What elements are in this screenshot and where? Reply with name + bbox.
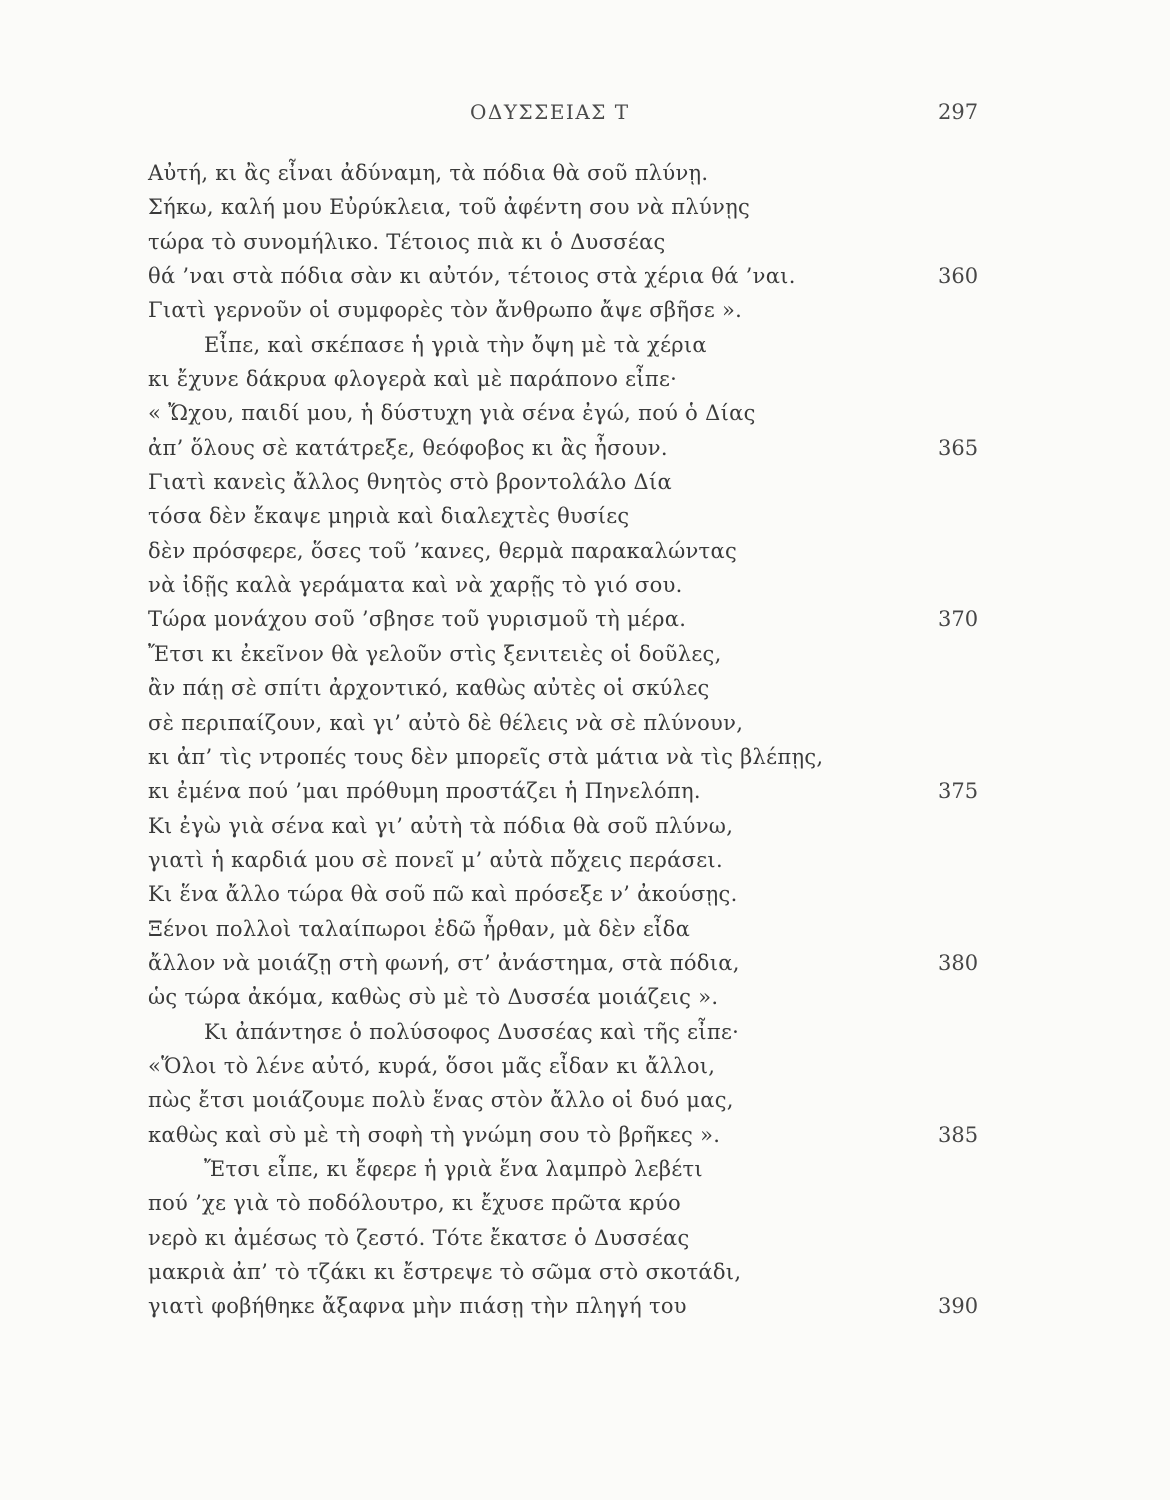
- verse-line: [148, 259, 988, 293]
- verse-line: [148, 1221, 988, 1255]
- verse-text: θά ’ναι στὰ πόδια σὰν κι αὐτόν, τέτοιος στὰ χέρια θά ’ναι.: [148, 264, 796, 289]
- verse-line: [148, 362, 988, 396]
- line-number: 380: [938, 950, 979, 975]
- verse-text: γιατὶ φοβήθηκε ἄξαφνα μὴν πιάσῃ τὴν πληγή του: [148, 1294, 687, 1319]
- verse-line: [148, 1118, 988, 1152]
- verse-line: [148, 637, 988, 671]
- verse-text: «Ὅλοι τὸ λένε αὐτό, κυρά, ὅσοι μᾶς εἶδαν κι ἄλλοι,: [148, 1053, 716, 1078]
- verse-text: κι ἔχυνε δάκρυα φλογερὰ καὶ μὲ παράπονο εἶπε·: [148, 367, 678, 392]
- verse-text: πὼς ἔτσι μοιάζουμε πολὺ ἕνας στὸν ἄλλο οἱ δυό μας,: [148, 1088, 734, 1113]
- verse-text: « Ὤχου, παιδί μου, ἡ δύστυχη γιὰ σένα ἐγώ, πού ὁ Δίας: [148, 401, 756, 426]
- verse-line: [148, 877, 988, 911]
- running-title: ΟΔΥΣΣΕΙΑΣ Τ: [470, 100, 630, 124]
- verse-text: ἀπ’ ὅλους σὲ κατάτρεξε, θεόφοβος κι ἂς ἦσουν.: [148, 435, 668, 460]
- verse-text: νὰ ἰδῇς καλὰ γεράματα καὶ νὰ χαρῇς τὸ γιό σου.: [148, 573, 683, 598]
- verse-text: Αὐτή, κι ἂς εἶναι ἀδύναμη, τὰ πόδια θὰ σοῦ πλύνῃ.: [148, 161, 709, 185]
- verse-line: [148, 671, 988, 705]
- verse-text: μακριὰ ἀπ’ τὸ τζάκι κι ἔστρεψε τὸ σῶμα στὸ σκοτάδι,: [148, 1260, 742, 1284]
- verse-line: [148, 980, 988, 1014]
- verse-text: κι ἀπ’ τὶς ντροπές τους δὲν μπορεῖς στὰ μάτια νὰ τὶς βλέπῃς,: [148, 744, 824, 769]
- verse-text: πού ’χε γιὰ τὸ ποδόλουτρο, κι ἔχυσε πρῶτα κρύο: [148, 1191, 681, 1216]
- poem-text: [148, 156, 988, 1324]
- line-number: 360: [938, 264, 979, 289]
- line-number: 390: [938, 1294, 979, 1319]
- verse-text: ὡς τώρα ἀκόμα, καθὼς σὺ μὲ τὸ Δυσσέα μοιάζεις ».: [148, 985, 719, 1010]
- verse-text: τώρα τὸ συνομήλικο. Τέτοιος πιὰ κι ὁ Δυσσέας: [148, 229, 666, 254]
- verse-text: Κι ἕνα ἄλλο τώρα θὰ σοῦ πῶ καὶ πρόσεξε ν’ ἀκούσῃς.: [148, 882, 738, 907]
- verse-text: ἂν πάῃ σὲ σπίτι ἀρχοντικό, καθὼς αὐτὲς οἱ σκύλες: [148, 676, 710, 701]
- verse-line: [148, 1015, 988, 1049]
- verse-line: [148, 190, 988, 224]
- verse-text: τόσα δὲν ἔκαψε μηριὰ καὶ διαλεχτὲς θυσίες: [148, 504, 630, 529]
- verse-line: [148, 946, 988, 980]
- verse-line: [148, 293, 988, 327]
- verse-line: [148, 912, 988, 946]
- verse-text: γιατὶ ἡ καρδιά μου σὲ πονεῖ μ’ αὐτὰ πὄχεις περάσει.: [148, 847, 723, 872]
- line-number: 375: [938, 779, 979, 804]
- verse-text: Σήκω, καλή μου Εὐρύκλεια, τοῦ ἀφέντη σου νὰ πλύνῃς: [148, 195, 751, 220]
- line-number: 365: [938, 435, 979, 460]
- verse-text: κι ἐμένα πού ’μαι πρόθυμη προστάζει ἡ Πηνελόπη.: [148, 779, 701, 804]
- verse-line: [148, 328, 988, 362]
- verse-line: [148, 602, 988, 636]
- verse-line: [148, 396, 988, 430]
- verse-line: [148, 843, 988, 877]
- verse-text: Γιατὶ κανεὶς ἄλλος θνητὸς στὸ βροντολάλο Δία: [148, 470, 673, 495]
- verse-line: [148, 465, 988, 499]
- verse-line: [148, 740, 988, 774]
- verse-text: Γιατὶ γερνοῦν οἱ συμφορὲς τὸν ἄνθρωπο ἄψε σβῆσε ».: [148, 298, 743, 323]
- verse-text: Εἶπε, καὶ σκέπασε ἡ γριὰ τὴν ὄψη μὲ τὰ χέρια: [204, 332, 707, 357]
- verse-text: σὲ περιπαίζουν, καὶ γι’ αὐτὸ δὲ θέλεις νὰ σὲ πλύνουν,: [148, 710, 744, 735]
- verse-line: [148, 1152, 988, 1186]
- verse-text: Ξένοι πολλοὶ ταλαίπωροι ἐδῶ ἦρθαν, μὰ δὲν εἶδα: [148, 916, 691, 941]
- verse-line: [148, 499, 988, 533]
- verse-line: [148, 774, 988, 808]
- verse-line: [148, 156, 988, 190]
- verse-text: ἄλλον νὰ μοιάζῃ στὴ φωνή, στ’ ἀνάστημα, στὰ πόδια,: [148, 950, 740, 975]
- verse-text: Κι ἀπάντησε ὁ πολύσοφος Δυσσέας καὶ τῆς εἶπε·: [204, 1019, 740, 1044]
- running-head: [0, 100, 1170, 130]
- verse-line: [148, 1049, 988, 1083]
- verse-text: Κι ἐγὼ γιὰ σένα καὶ γι’ αὐτὴ τὰ πόδια θὰ σοῦ πλύνω,: [148, 813, 734, 838]
- verse-text: καθὼς καὶ σὺ μὲ τὴ σοφὴ τὴ γνώμη σου τὸ βρῆκες ».: [148, 1122, 721, 1147]
- verse-line: [148, 568, 988, 602]
- verse-line: [148, 1289, 988, 1323]
- verse-line: [148, 225, 988, 259]
- page-number: 297: [938, 100, 979, 124]
- line-number: 370: [938, 607, 979, 632]
- verse-text: Ἔτσι κι ἐκεῖνον θὰ γελοῦν στὶς ξενιτειὲς οἱ δοῦλες,: [148, 641, 722, 666]
- verse-line: [148, 1186, 988, 1220]
- verse-line: [148, 534, 988, 568]
- verse-line: [148, 706, 988, 740]
- verse-text: νερὸ κι ἀμέσως τὸ ζεστό. Τότε ἔκατσε ὁ Δυσσέας: [148, 1225, 690, 1250]
- verse-line: [148, 431, 988, 465]
- verse-line: [148, 809, 988, 843]
- verse-text: Ἔτσι εἶπε, κι ἔφερε ἡ γριὰ ἕνα λαμπρὸ λεβέτι: [204, 1156, 703, 1181]
- verse-line: [148, 1083, 988, 1117]
- verse-text: δὲν πρόσφερε, ὅσες τοῦ ’κανες, θερμὰ παρακαλώντας: [148, 538, 738, 563]
- verse-line: [148, 1255, 988, 1289]
- verse-text: Τώρα μονάχου σοῦ ’σβησε τοῦ γυρισμοῦ τὴ μέρα.: [148, 607, 687, 632]
- line-number: 385: [938, 1122, 979, 1147]
